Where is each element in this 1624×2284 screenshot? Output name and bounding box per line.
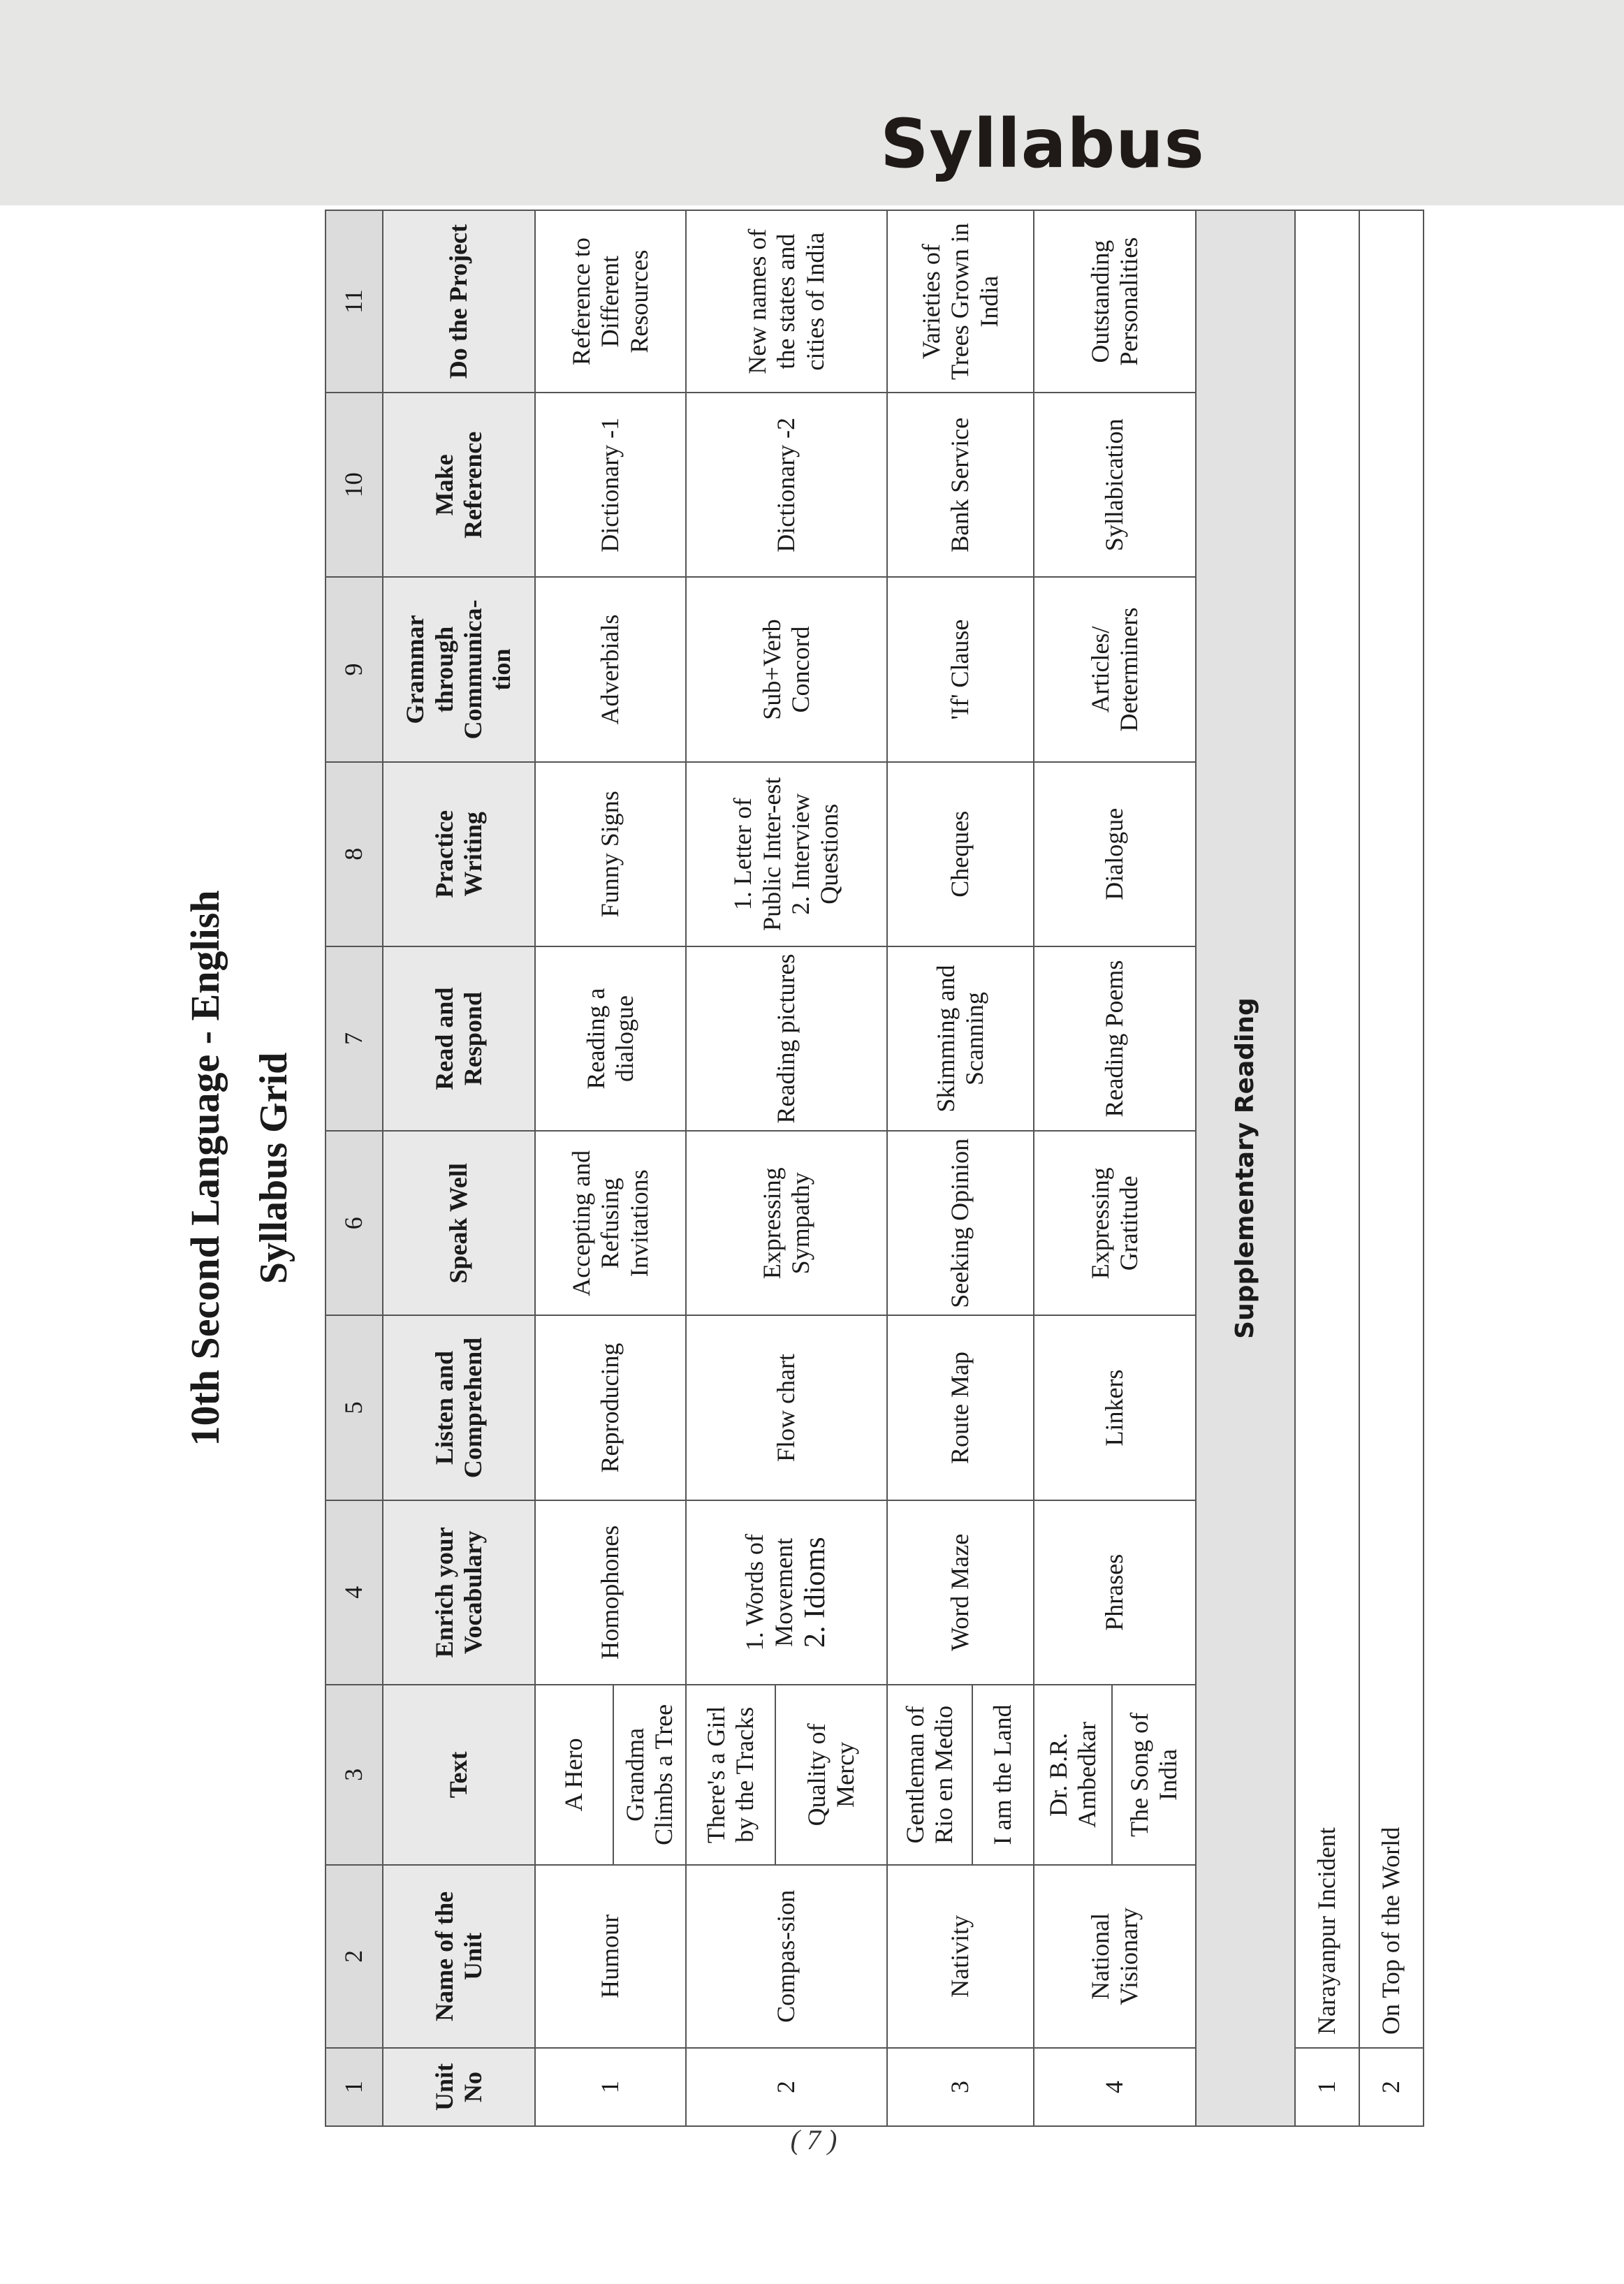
listen-cell: Linkers bbox=[1034, 1315, 1196, 1500]
unit-name: Compas-sion bbox=[686, 1865, 887, 2048]
grid-subtitle: Syllabus Grid bbox=[252, 1052, 295, 1284]
table-row bbox=[535, 210, 613, 2126]
unit-name: Nativity bbox=[887, 1865, 1034, 2048]
grid-titles bbox=[175, 210, 321, 2127]
header-speak: Speak Well bbox=[383, 1131, 535, 1315]
column-number-row bbox=[325, 210, 383, 2126]
page-title: Syllabus bbox=[880, 105, 1205, 183]
speak-cell: Seeking Opinion bbox=[887, 1131, 1034, 1315]
text-cell: I am the Land bbox=[972, 1685, 1034, 1865]
practice-cell: Cheques bbox=[887, 762, 1034, 946]
enrich-item: 2. Idioms bbox=[799, 1537, 832, 1648]
col-number: 3 bbox=[325, 1685, 383, 1865]
practice-item: 1. Letter of Public Inter-est bbox=[729, 777, 786, 931]
grid-title: 10th Second Language - English bbox=[182, 890, 228, 1447]
text-cell: The Song of India bbox=[1112, 1685, 1196, 1865]
text-cell: Grandma Climbs a Tree bbox=[613, 1685, 686, 1865]
col-number: 1 bbox=[325, 2048, 383, 2126]
supplementary-heading: Supplementary Reading bbox=[1196, 210, 1295, 2126]
supp-no: 2 bbox=[1359, 2048, 1424, 2126]
col-number: 11 bbox=[325, 210, 383, 393]
col-number: 2 bbox=[325, 1865, 383, 2048]
listen-cell: Route Map bbox=[887, 1315, 1034, 1500]
header-listen: Listen and Comprehend bbox=[383, 1315, 535, 1500]
read-cell: Reading pictures bbox=[686, 946, 887, 1131]
enrich-item: 1. Words of Movement bbox=[740, 1534, 798, 1651]
unit-no: 2 bbox=[686, 2048, 887, 2126]
header-read: Read and Respond bbox=[383, 946, 535, 1131]
text-cell: A Hero bbox=[535, 1685, 613, 1865]
table-row bbox=[887, 210, 972, 2126]
supp-title: On Top of the World bbox=[1359, 210, 1424, 2048]
read-cell: Skimming and Scanning bbox=[887, 946, 1034, 1131]
col-number: 8 bbox=[325, 762, 383, 946]
col-number: 6 bbox=[325, 1131, 383, 1315]
header-banner bbox=[0, 0, 1624, 205]
read-cell: Reading a dialogue bbox=[535, 946, 686, 1131]
header-project: Do the Project bbox=[383, 210, 535, 393]
project-cell: Reference to Different Resources bbox=[535, 210, 686, 393]
grammar-cell: Adverbials bbox=[535, 577, 686, 761]
project-cell: Outstanding Personalities bbox=[1034, 210, 1196, 393]
text-cell: Quality of Mercy bbox=[775, 1685, 887, 1865]
col-number: 5 bbox=[325, 1315, 383, 1500]
grammar-cell: Articles/ Determiners bbox=[1034, 577, 1196, 761]
table-row bbox=[1359, 210, 1424, 2126]
table-row bbox=[1034, 210, 1112, 2126]
col-number: 7 bbox=[325, 946, 383, 1131]
speak-cell: Expressing Gratitude bbox=[1034, 1131, 1196, 1315]
supp-no: 1 bbox=[1295, 2048, 1359, 2126]
listen-cell: Flow chart bbox=[686, 1315, 887, 1500]
reference-cell: Dictionary -2 bbox=[686, 393, 887, 577]
page-number: ( 7 ) bbox=[790, 2124, 837, 2155]
enrich-cell: Phrases bbox=[1034, 1500, 1196, 1685]
read-cell: Reading Poems bbox=[1034, 946, 1196, 1131]
unit-name: Humour bbox=[535, 1865, 686, 2048]
supplementary-heading-row bbox=[1196, 210, 1295, 2126]
supp-title: Narayanpur Incident bbox=[1295, 210, 1359, 2048]
unit-name: National Visionary bbox=[1034, 1865, 1196, 2048]
table-row bbox=[686, 210, 775, 2126]
unit-no: 4 bbox=[1034, 2048, 1196, 2126]
syllabus-grid bbox=[325, 210, 1424, 2127]
speak-cell: Accepting and Refusing Invitations bbox=[535, 1131, 686, 1315]
header-reference: Make Reference bbox=[383, 393, 535, 577]
practice-item: 2. Interview Questions bbox=[787, 793, 844, 915]
practice-cell: Funny Signs bbox=[535, 762, 686, 946]
col-number: 9 bbox=[325, 577, 383, 761]
reference-cell: Bank Service bbox=[887, 393, 1034, 577]
col-number: 4 bbox=[325, 1500, 383, 1685]
header-enrich: Enrich your Vocabulary bbox=[383, 1500, 535, 1685]
reference-cell: Syllabication bbox=[1034, 393, 1196, 577]
enrich-cell: Homophones bbox=[535, 1500, 686, 1685]
col-number: 10 bbox=[325, 393, 383, 577]
text-cell: There's a Girl by the Tracks bbox=[686, 1685, 775, 1865]
header-text: Text bbox=[383, 1685, 535, 1865]
project-cell: New names of the states and cities of India bbox=[686, 210, 887, 393]
speak-cell: Expressing Sympathy bbox=[686, 1131, 887, 1315]
unit-no: 3 bbox=[887, 2048, 1034, 2126]
listen-cell: Reproducing bbox=[535, 1315, 686, 1500]
header-practice: Practice Writing bbox=[383, 762, 535, 946]
rotated-content bbox=[175, 210, 1453, 2127]
practice-cell: Dialogue bbox=[1034, 762, 1196, 946]
enrich-cell: Word Maze bbox=[887, 1500, 1034, 1685]
text-cell: Dr. B.R. Ambedkar bbox=[1034, 1685, 1112, 1865]
header-name-of-unit: Name of the Unit bbox=[383, 1865, 535, 2048]
unit-no: 1 bbox=[535, 2048, 686, 2126]
grammar-cell: Sub+Verb Concord bbox=[686, 577, 887, 761]
project-cell: Varieties of Trees Grown in India bbox=[887, 210, 1034, 393]
practice-cell bbox=[686, 762, 887, 946]
grammar-cell: 'If' Clause bbox=[887, 577, 1034, 761]
header-grammar: Grammar through Communica-tion bbox=[383, 577, 535, 761]
header-row bbox=[383, 210, 535, 2126]
header-unit-no: Unit No bbox=[383, 2048, 535, 2126]
text-cell: Gentleman of Rio en Medio bbox=[887, 1685, 972, 1865]
reference-cell: Dictionary -1 bbox=[535, 393, 686, 577]
table-row bbox=[1295, 210, 1359, 2126]
enrich-cell bbox=[686, 1500, 887, 1685]
